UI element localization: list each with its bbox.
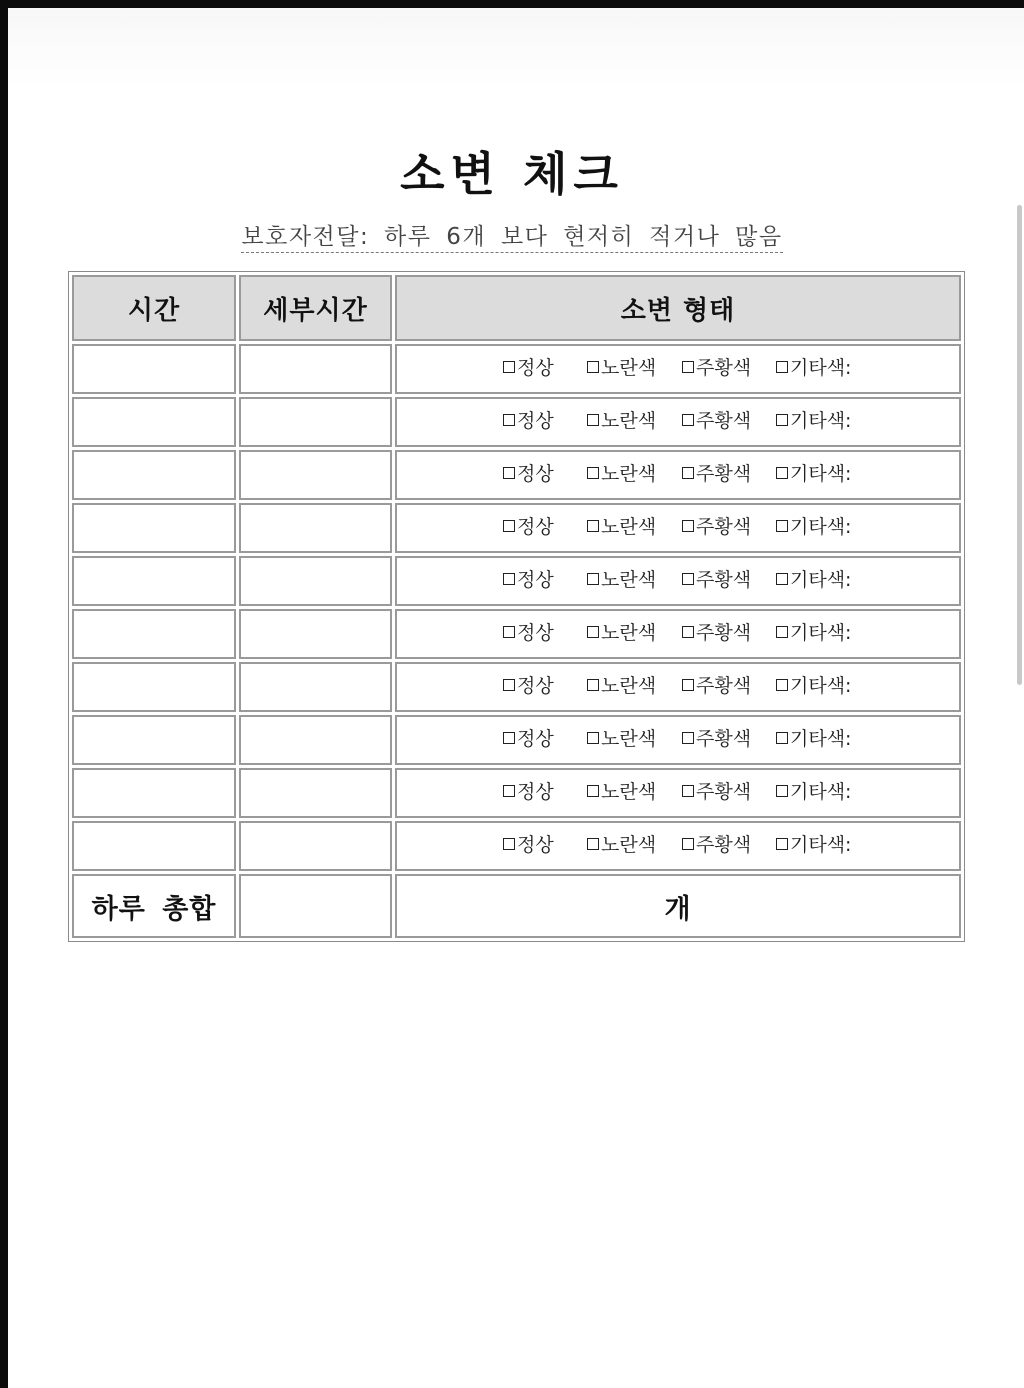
option-label: 노란색 [601,728,657,750]
total-row [72,874,961,938]
option-orange[interactable] [682,777,776,804]
checkbox-icon[interactable] [587,732,599,744]
option-label: 정상 [517,357,554,379]
option-orange[interactable] [682,512,776,539]
checkbox-icon[interactable] [503,573,515,585]
total-label: 하루 총합 [72,874,236,938]
option-label: 정상 [517,622,554,644]
urine-type-options [397,823,959,857]
option-label: 노란색 [601,569,657,591]
option-other[interactable] [776,777,866,804]
option-label: 노란색 [601,463,657,485]
checkbox-icon[interactable] [587,679,599,691]
checkbox-icon[interactable] [776,520,788,532]
detail-time-cell[interactable] [239,503,392,553]
option-normal[interactable] [503,671,587,698]
urine-type-cell [395,450,961,500]
header-urine-type: 소변 형태 [395,275,961,341]
scrollbar-thumb[interactable] [1017,205,1022,685]
checkbox-icon[interactable] [682,361,694,373]
urine-type-cell [395,556,961,606]
checkbox-icon[interactable] [776,732,788,744]
time-cell[interactable] [72,821,236,871]
option-normal[interactable] [503,353,587,380]
page-subtitle: 보호자전달: 하루 6개 보다 현저히 적거나 많음 [241,222,782,253]
total-detail-cell[interactable] [239,874,392,938]
option-orange[interactable] [682,353,776,380]
option-yellow[interactable] [587,406,682,433]
checkbox-icon[interactable] [682,573,694,585]
checkbox-icon[interactable] [503,467,515,479]
detail-time-cell[interactable] [239,397,392,447]
time-cell[interactable] [72,556,236,606]
checkbox-icon[interactable] [776,467,788,479]
option-normal[interactable] [503,512,587,539]
option-label: 주황색 [696,357,752,379]
time-cell[interactable] [72,609,236,659]
option-label: 정상 [517,728,554,750]
checkbox-icon[interactable] [503,679,515,691]
urine-type-options [397,717,959,751]
option-label: 주황색 [696,516,752,538]
table-row [72,821,961,871]
urine-type-options [397,399,959,433]
option-label: 기타색: [790,728,852,750]
time-cell[interactable] [72,344,236,394]
table-row [72,662,961,712]
option-label: 주황색 [696,675,752,697]
option-label: 기타색: [790,834,852,856]
checkbox-icon[interactable] [776,573,788,585]
option-orange[interactable] [682,830,776,857]
option-orange[interactable] [682,618,776,645]
checkbox-icon[interactable] [682,838,694,850]
detail-time-cell[interactable] [239,450,392,500]
detail-time-cell[interactable] [239,556,392,606]
checkbox-icon[interactable] [776,838,788,850]
checkbox-icon[interactable] [503,361,515,373]
checkbox-icon[interactable] [587,520,599,532]
option-other[interactable] [776,618,866,645]
checkbox-icon[interactable] [682,414,694,426]
detail-time-cell[interactable] [239,768,392,818]
checkbox-icon[interactable] [587,414,599,426]
option-label: 주황색 [696,463,752,485]
urine-type-options [397,611,959,645]
option-yellow[interactable] [587,353,682,380]
option-label: 정상 [517,834,554,856]
option-other[interactable] [776,459,866,486]
option-label: 노란색 [601,516,657,538]
log-rows [72,344,961,871]
option-label: 정상 [517,569,554,591]
checkbox-icon[interactable] [682,520,694,532]
checkbox-icon[interactable] [503,732,515,744]
urine-type-cell [395,609,961,659]
option-label: 정상 [517,675,554,697]
option-label: 정상 [517,781,554,803]
header-time: 시간 [72,275,236,341]
option-normal[interactable] [503,618,587,645]
option-yellow[interactable] [587,671,682,698]
table-row [72,344,961,394]
urine-type-cell [395,662,961,712]
checkbox-icon[interactable] [587,573,599,585]
option-yellow[interactable] [587,830,682,857]
option-label: 기타색: [790,622,852,644]
urine-type-cell [395,503,961,553]
option-label: 기타색: [790,410,852,432]
urine-type-cell [395,715,961,765]
option-other[interactable] [776,724,866,751]
option-normal[interactable] [503,459,587,486]
checkbox-icon[interactable] [503,785,515,797]
checkbox-icon[interactable] [776,361,788,373]
checkbox-icon[interactable] [587,785,599,797]
table-row [72,397,961,447]
option-label: 주황색 [696,622,752,644]
urine-type-cell [395,768,961,818]
header-detail-time: 세부시간 [239,275,392,341]
option-yellow[interactable] [587,724,682,751]
detail-time-cell[interactable] [239,715,392,765]
detail-time-cell[interactable] [239,821,392,871]
screen-top-edge [0,0,1024,8]
option-label: 노란색 [601,410,657,432]
checkbox-icon[interactable] [587,838,599,850]
checkbox-icon[interactable] [682,626,694,638]
checkbox-icon[interactable] [587,626,599,638]
option-yellow[interactable] [587,618,682,645]
checkbox-icon[interactable] [682,467,694,479]
table-row [72,556,961,606]
option-normal[interactable] [503,565,587,592]
checkbox-icon[interactable] [776,626,788,638]
option-label: 노란색 [601,834,657,856]
urine-type-options [397,452,959,486]
urine-type-cell [395,344,961,394]
table-row [72,450,961,500]
checkbox-icon[interactable] [682,732,694,744]
detail-time-cell[interactable] [239,662,392,712]
option-label: 노란색 [601,357,657,379]
checkbox-icon[interactable] [776,414,788,426]
urine-log-table [68,271,965,942]
option-normal[interactable] [503,406,587,433]
page-title: 소변 체크 [400,147,624,201]
option-label: 주황색 [696,728,752,750]
option-label: 노란색 [601,622,657,644]
option-orange[interactable] [682,459,776,486]
table-row [72,503,961,553]
option-other[interactable] [776,565,866,592]
checkbox-icon[interactable] [682,785,694,797]
time-cell[interactable] [72,503,236,553]
option-label: 주황색 [696,410,752,432]
checkbox-icon[interactable] [503,414,515,426]
time-cell[interactable] [72,397,236,447]
table-row [72,609,961,659]
option-orange[interactable] [682,671,776,698]
option-label: 기타색: [790,569,852,591]
option-label: 기타색: [790,463,852,485]
checkbox-icon[interactable] [587,361,599,373]
time-cell[interactable] [72,768,236,818]
option-orange[interactable] [682,724,776,751]
option-label: 정상 [517,516,554,538]
time-cell[interactable] [72,662,236,712]
option-yellow[interactable] [587,459,682,486]
option-label: 주황색 [696,834,752,856]
option-other[interactable] [776,671,866,698]
option-label: 정상 [517,463,554,485]
option-label: 기타색: [790,675,852,697]
option-yellow[interactable] [587,512,682,539]
checkbox-icon[interactable] [776,785,788,797]
option-orange[interactable] [682,565,776,592]
option-yellow[interactable] [587,777,682,804]
checkbox-icon[interactable] [503,520,515,532]
option-label: 노란색 [601,781,657,803]
screen-left-edge [0,0,8,1388]
checkbox-icon[interactable] [682,679,694,691]
table-row [72,768,961,818]
urine-type-options [397,505,959,539]
subtitle-wrap [0,222,1024,253]
option-label: 정상 [517,410,554,432]
option-yellow[interactable] [587,565,682,592]
document-header-band [8,8,1024,88]
option-label: 주황색 [696,569,752,591]
urine-type-options [397,770,959,804]
checkbox-icon[interactable] [503,838,515,850]
time-cell[interactable] [72,715,236,765]
option-orange[interactable] [682,406,776,433]
option-normal[interactable] [503,830,587,857]
detail-time-cell[interactable] [239,344,392,394]
urine-type-cell [395,821,961,871]
urine-type-cell [395,397,961,447]
option-other[interactable] [776,406,866,433]
option-label: 기타색: [790,516,852,538]
option-other[interactable] [776,512,866,539]
total-count-unit: 개 [395,874,961,938]
option-label: 기타색: [790,357,852,379]
option-label: 주황색 [696,781,752,803]
header-row [72,275,961,341]
urine-type-options [397,558,959,592]
option-normal[interactable] [503,777,587,804]
table-row [72,715,961,765]
checkbox-icon[interactable] [503,626,515,638]
urine-type-options [397,346,959,380]
checkbox-icon[interactable] [587,467,599,479]
time-cell[interactable] [72,450,236,500]
option-other[interactable] [776,353,866,380]
option-label: 기타색: [790,781,852,803]
option-label: 노란색 [601,675,657,697]
urine-type-options [397,664,959,698]
option-normal[interactable] [503,724,587,751]
checkbox-icon[interactable] [776,679,788,691]
option-other[interactable] [776,830,866,857]
detail-time-cell[interactable] [239,609,392,659]
